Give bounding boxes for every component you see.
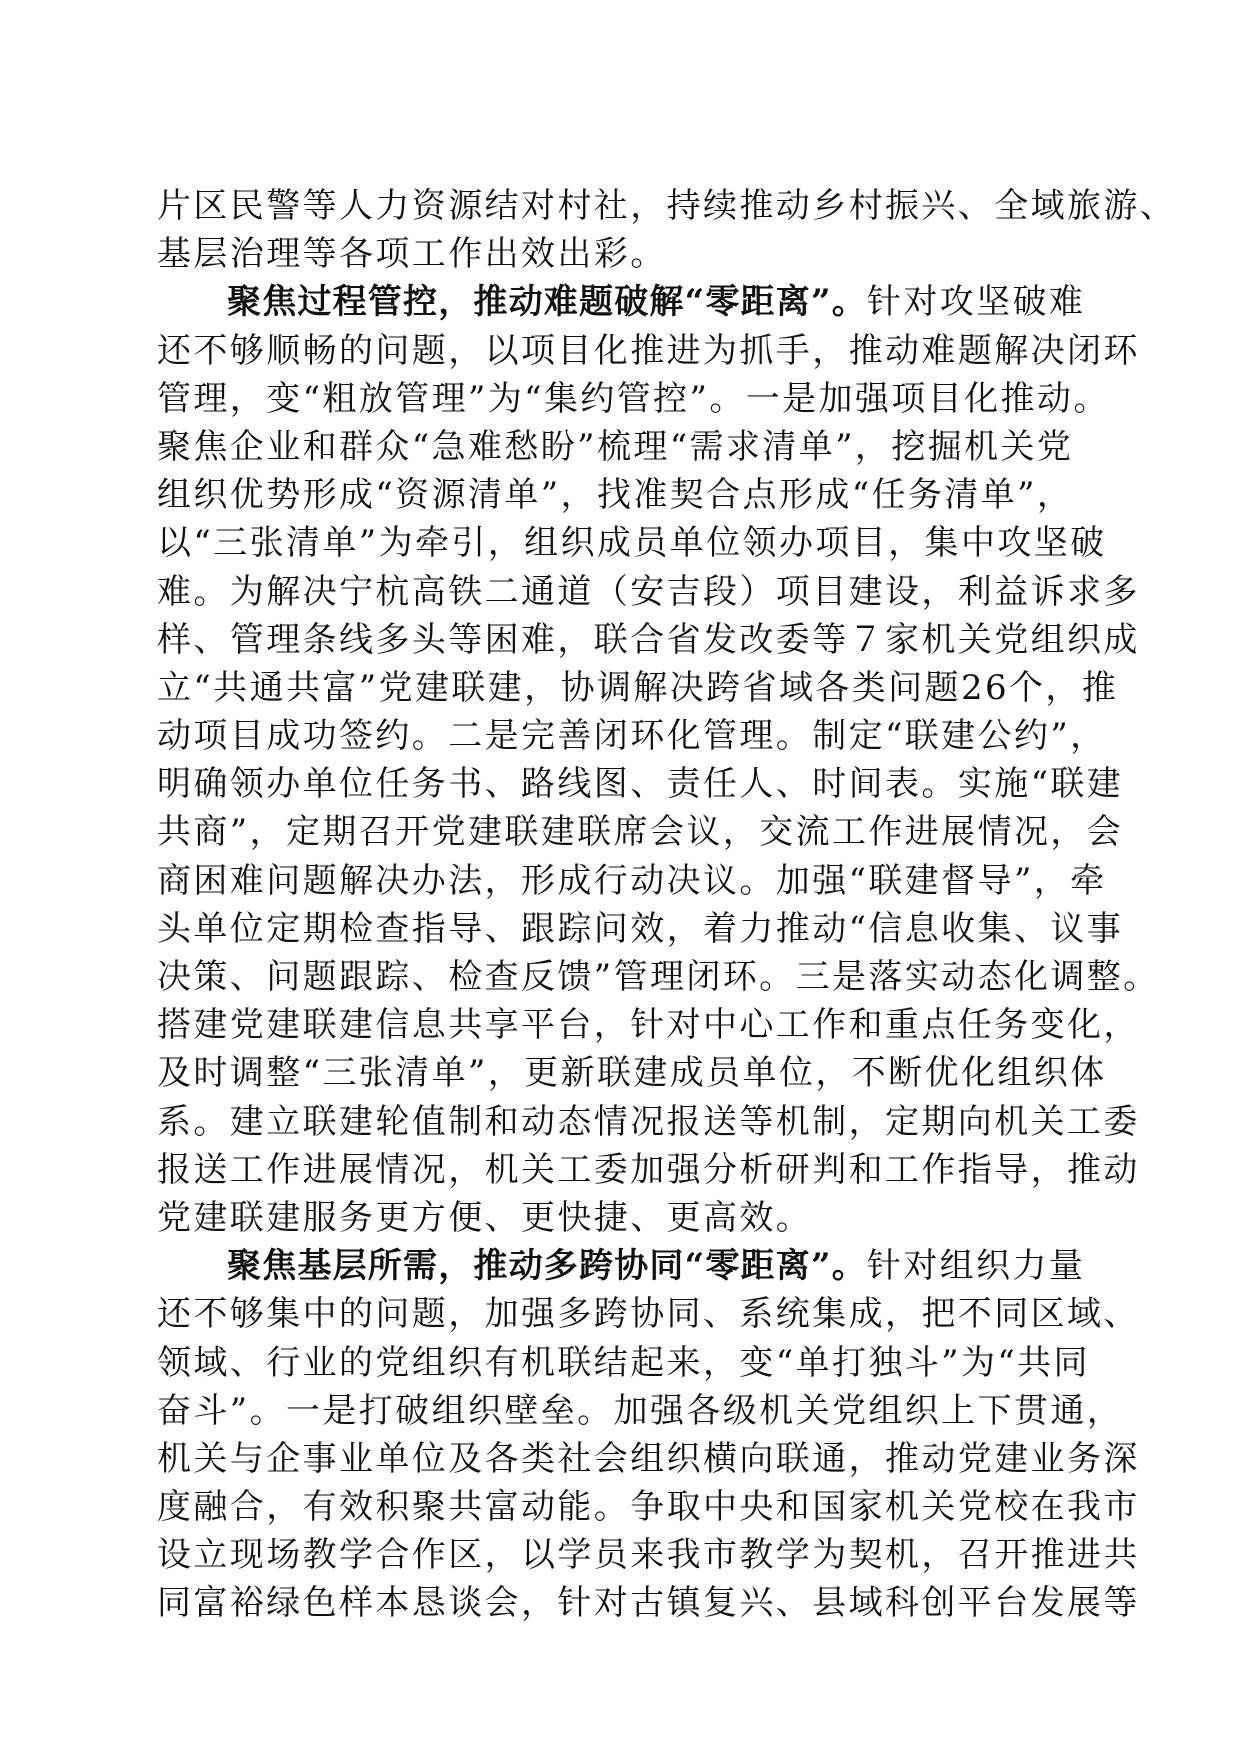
body-text bbox=[157, 182, 1177, 1628]
paragraph-line: 设立现场教学合作区，以学员来我市教学为契机，召开推进共 bbox=[157, 1535, 1140, 1576]
paragraph-line: 难。为解决宁杭高铁二通道（安吉段）项目建设，利益诉求多 bbox=[157, 571, 1140, 612]
paragraph-line: 机关与企事业单位及各类社会组织横向联通，推动党建业务深 bbox=[157, 1438, 1140, 1479]
paragraph-line: 同富裕绿色样本恳谈会，针对古镇复兴、县域科创平台发展等 bbox=[157, 1583, 1140, 1624]
section-heading-line bbox=[157, 1242, 1097, 1290]
paragraph-line: 聚焦企业和群众“急难愁盼”梳理“需求清单”，挖掘机关党 bbox=[157, 426, 1074, 467]
paragraph-line: 以“三张清单”为牵引，组织成员单位领办项目，集中攻坚破 bbox=[157, 523, 1107, 564]
paragraph-line: 领域、行业的党组织有机联结起来，变“单打独斗”为“共同 bbox=[157, 1342, 1090, 1383]
section-heading-line bbox=[157, 278, 1097, 326]
paragraph-line: 奋斗”。一是打破组织壁垒。加强各级机关党组织上下贯通， bbox=[157, 1390, 1124, 1431]
paragraph-line: 还不够集中的问题，加强多跨协同、系统集成，把不同区域、 bbox=[157, 1294, 1140, 1335]
paragraph-line: 决策、问题跟踪、检查反馈”管理闭环。三是落实动态化调整。 bbox=[157, 957, 1160, 997]
section-heading: 聚焦基层所需，推动多跨协同“零距离”。 bbox=[227, 1246, 867, 1287]
paragraph-line: 党建联建服务更方便、更快捷、更高效。 bbox=[157, 1197, 813, 1238]
paragraph-line: 立“共通共富”党建联建，协调解决跨省域各类问题26个，推 bbox=[157, 667, 1119, 708]
paragraph-line: 商困难问题解决办法，形成行动决议。加强“联建督导”，牵 bbox=[157, 860, 1107, 901]
paragraph-line: 搭建党建联建信息共享平台，针对中心工作和重点任务变化， bbox=[157, 1005, 1140, 1046]
paragraph-line: 及时调整“三张清单”，更新联建成员单位，不断优化组织体 bbox=[157, 1053, 1107, 1094]
paragraph-line: 明确领办单位任务书、路线图、责任人、时间表。实施“联建 bbox=[157, 764, 1124, 805]
paragraph-line: 头单位定期检查指导、跟踪问效，着力推动“信息收集、议事 bbox=[157, 908, 1124, 949]
paragraph-line: 基层治理等各项工作出效出彩。 bbox=[157, 234, 667, 275]
paragraph-text: 针对组织力量 bbox=[866, 1246, 1086, 1287]
paragraph-line: 动项目成功签约。二是完善闭环化管理。制定“联建公约”， bbox=[157, 716, 1107, 757]
section-heading: 聚焦过程管控，推动难题破解“零距离”。 bbox=[227, 282, 867, 323]
paragraph-line: 组织优势形成“资源清单”，找准契合点形成“任务清单”， bbox=[157, 475, 1074, 516]
paragraph-line: 还不够顺畅的问题，以项目化推进为抓手，推动难题解决闭环 bbox=[157, 330, 1140, 371]
paragraph-line: 报送工作进展情况，机关工委加强分析研判和工作指导，推动 bbox=[157, 1149, 1140, 1190]
paragraph-text: 针对攻坚破难 bbox=[866, 282, 1086, 323]
paragraph-line: 度融合，有效积聚共富动能。争取中央和国家机关党校在我市 bbox=[157, 1487, 1140, 1528]
paragraph-line: 管理，变“粗放管理”为“集约管控”。一是加强项目化推动。 bbox=[157, 378, 1110, 419]
paragraph-line: 片区民警等人力资源结对村社，持续推动乡村振兴、全域旅游、 bbox=[157, 186, 1177, 226]
paragraph-line: 共商”，定期召开党建联建联席会议，交流工作进展情况，会 bbox=[157, 812, 1124, 853]
paragraph-line: 样、管理条线多头等困难，联合省发改委等７家机关党组织成 bbox=[157, 619, 1140, 660]
paragraph-line: 系。建立联建轮值制和动态情况报送等机制，定期向机关工委 bbox=[157, 1101, 1140, 1142]
